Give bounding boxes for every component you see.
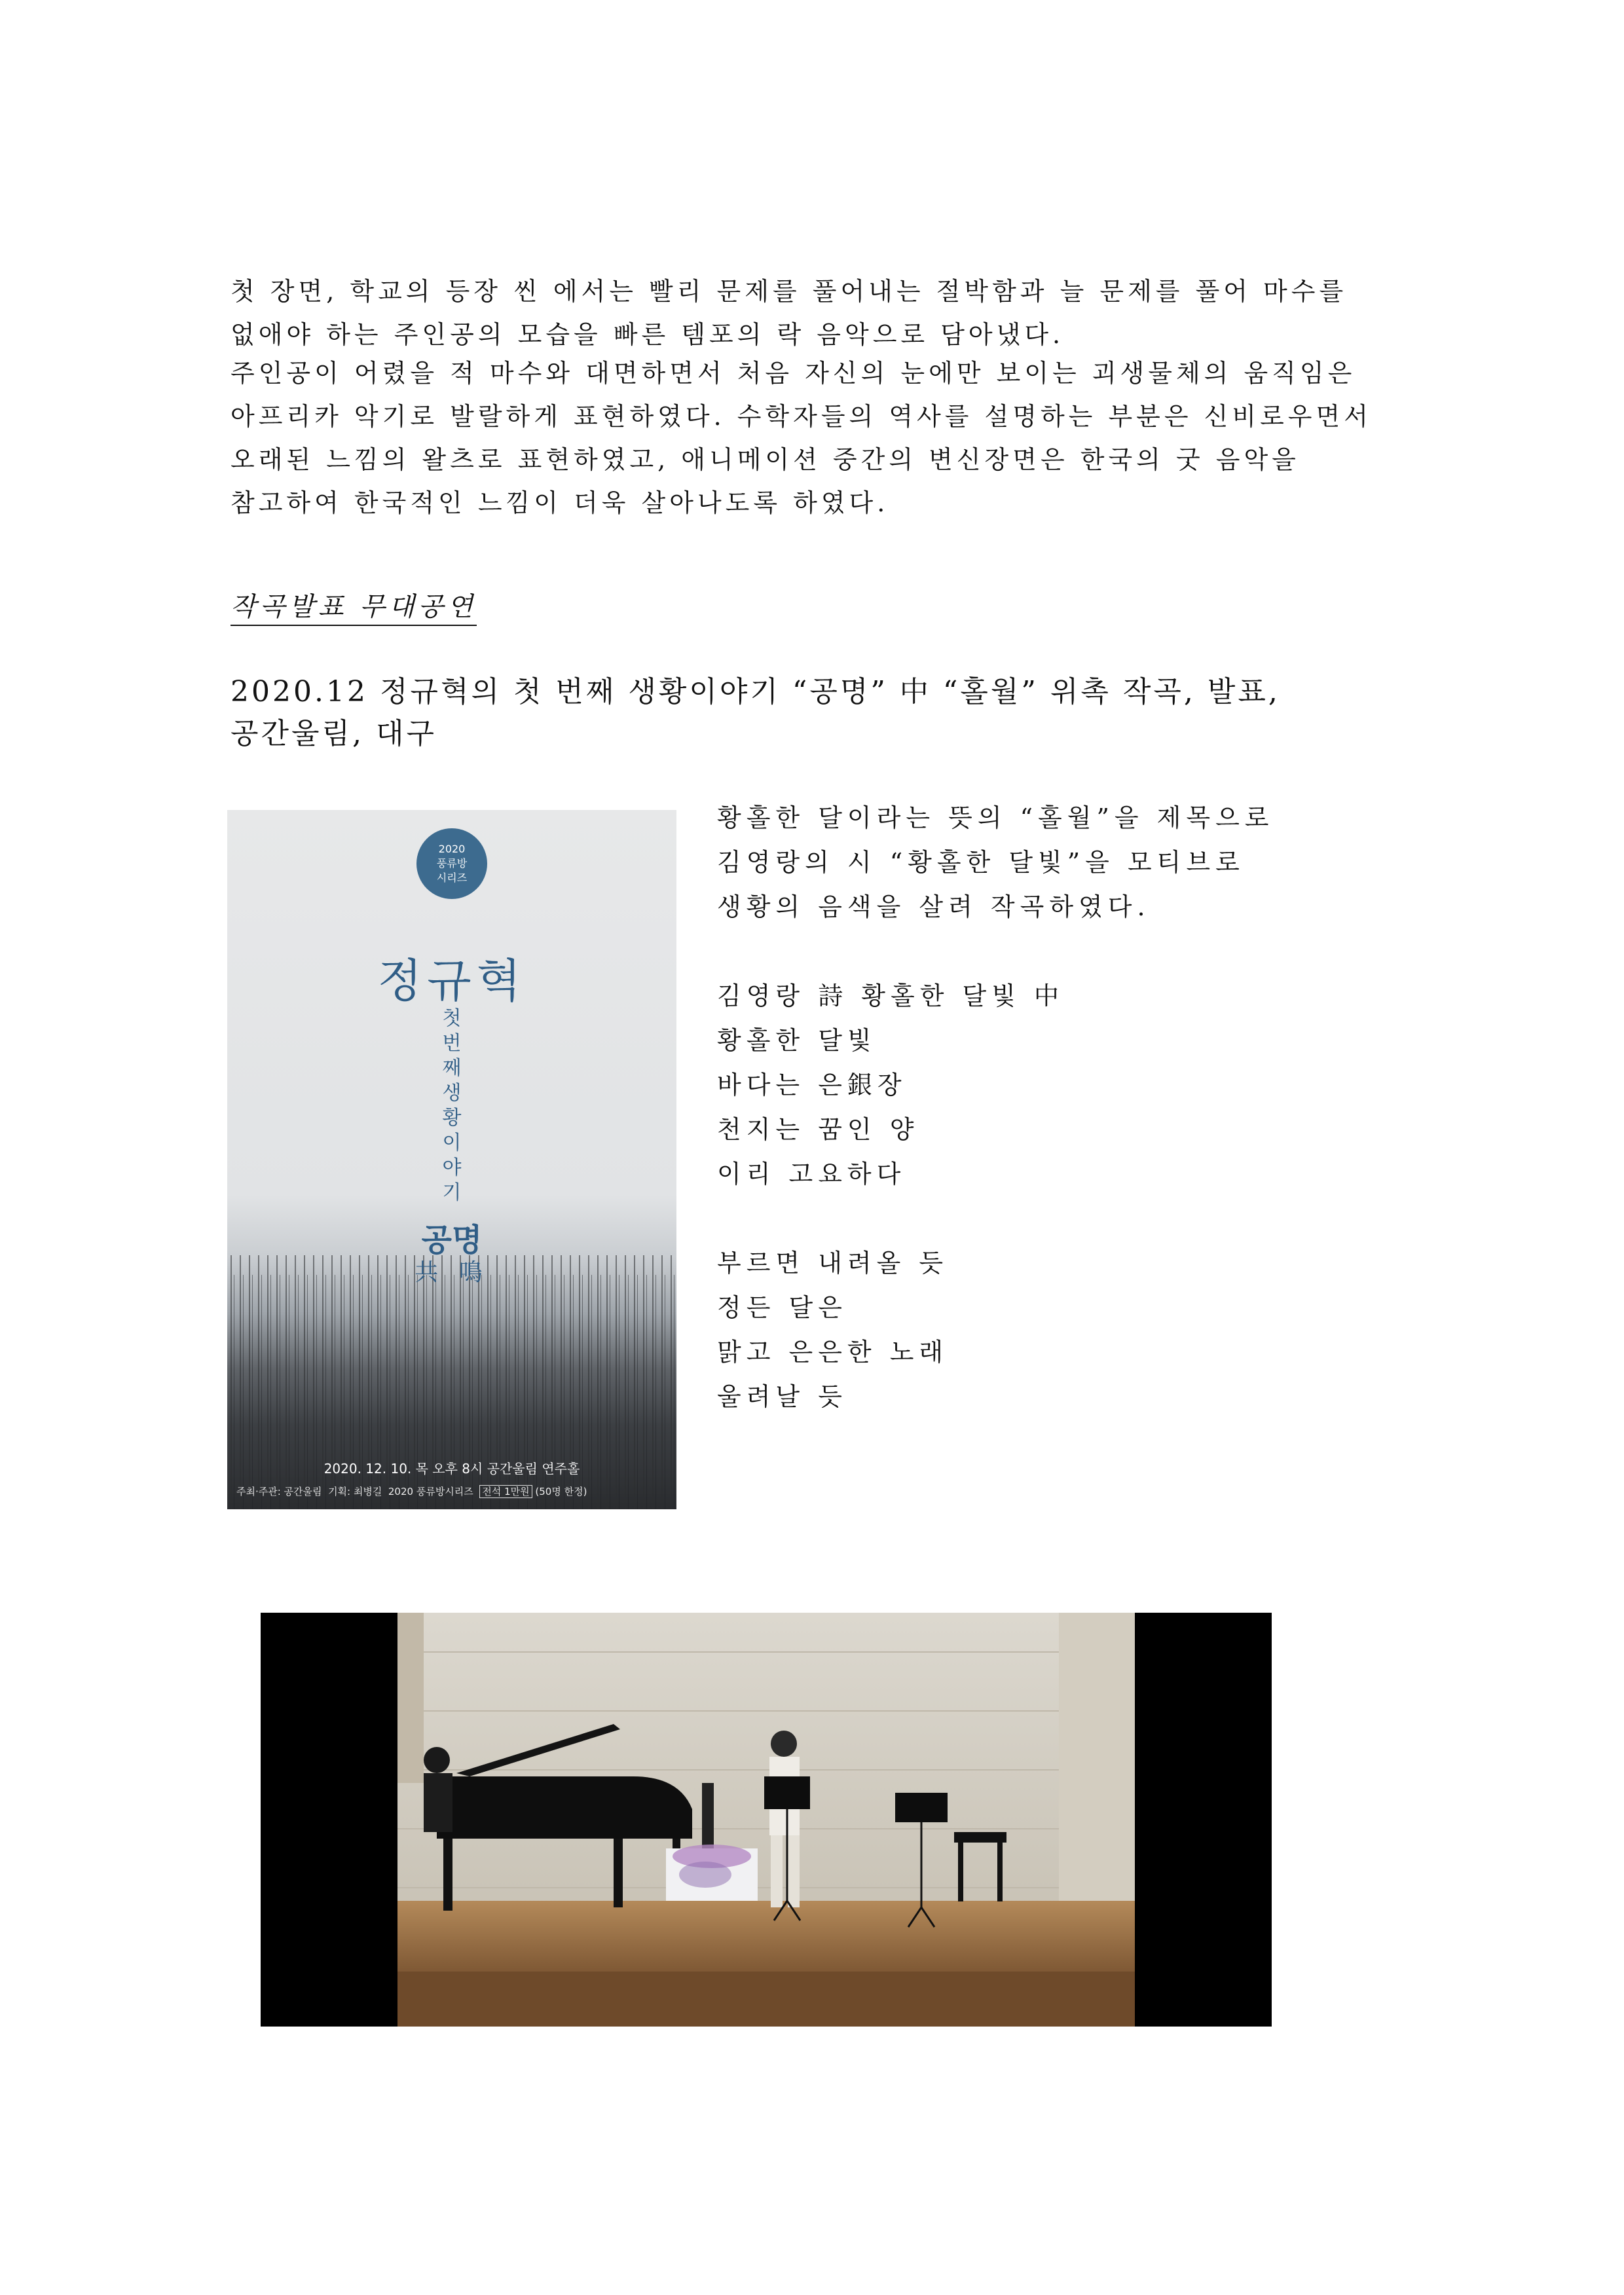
poem-line: 바다는 은銀장 xyxy=(717,1071,907,1099)
credit-seat: 전석 1만원 xyxy=(479,1485,532,1498)
intro-paragraph-1 xyxy=(231,270,1396,356)
subtitle-char: 째 xyxy=(442,1057,462,1080)
badge-line-2: 시리즈 xyxy=(436,872,468,884)
poem-line: 천지는 꿈인 양 xyxy=(717,1115,919,1144)
intro-line: 오래된 느낌의 왈츠로 표현하였고, 애니메이션 중간의 변신장면은 한국의 굿 음악을 xyxy=(231,445,1300,474)
poster-date: 2020. 12. 10. 목 오후 8시 공간울림 연주홀 xyxy=(323,1461,580,1477)
subtitle-char: 야 xyxy=(442,1156,462,1179)
poem-line: 부르면 내려올 듯 xyxy=(717,1249,949,1277)
poem-line: 김영랑의 시 “황홀한 달빛”을 모티브로 xyxy=(717,848,1245,877)
event-line-1: 2020.12 정규혁의 첫 번째 생황이야기 “공명” 中 “홀월” 위촉 작곡, 발표, xyxy=(231,675,1280,708)
subtitle-char: 번 xyxy=(442,1032,462,1055)
poem-block xyxy=(717,796,1274,1419)
subtitle-char: 기 xyxy=(442,1181,462,1204)
intro-line: 주인공이 어렸을 적 마수와 대면하면서 처음 자신의 눈에만 보이는 괴생물체의 움직임은 xyxy=(231,359,1356,388)
poem-line xyxy=(717,929,1274,974)
badge-line-1: 풍류방 xyxy=(436,857,468,870)
stage-scene xyxy=(397,1613,1135,2027)
event-line-2: 공간울림, 대구 xyxy=(231,717,437,750)
stage-performance-photo xyxy=(261,1613,1272,2027)
poster-title-hanja: 共 鳴 xyxy=(415,1259,489,1286)
subtitle-char: 생 xyxy=(442,1082,462,1105)
intro-paragraph-2 xyxy=(231,352,1396,524)
poster-vertical-subtitle xyxy=(439,1006,465,1205)
poem-line: 이리 고요하다 xyxy=(717,1160,906,1188)
credit-plan: 기획: 최병길 xyxy=(328,1486,382,1497)
event-title xyxy=(231,671,1280,755)
concert-poster xyxy=(227,810,676,1509)
intro-line: 참고하여 한국적인 느낌이 더욱 살아나도록 하였다. xyxy=(231,488,889,517)
subtitle-char: 이 xyxy=(442,1131,462,1154)
intro-line: 아프리카 악기로 발랄하게 표현하였다. 수학자들의 역사를 설명하는 부분은 신비로우면서 xyxy=(231,402,1372,431)
credit-limit: (50명 한정) xyxy=(535,1486,587,1497)
poster-credits xyxy=(236,1484,587,1498)
poem-line: 울려날 듯 xyxy=(717,1382,847,1411)
intro-line: 첫 장면, 학교의 등장 씬 에서는 빨리 문제를 풀어내는 절박함과 늘 문제를 풀어 마수를 xyxy=(231,277,1348,306)
poster-title: 공명 xyxy=(421,1222,483,1258)
section-heading: 작곡발표 무대공연 xyxy=(231,586,477,626)
poster-performer-name: 정규혁 xyxy=(377,954,526,1008)
series-badge xyxy=(416,828,487,899)
credit-host: 주최·주관: 공간울림 xyxy=(236,1486,322,1497)
subtitle-char: 황 xyxy=(442,1107,462,1129)
badge-year: 2020 xyxy=(438,843,466,855)
poem-line xyxy=(717,1196,1274,1241)
poem-line: 정든 달은 xyxy=(717,1293,847,1322)
subtitle-char: 첫 xyxy=(442,1007,462,1030)
poem-line: 맑고 은은한 노래 xyxy=(717,1338,949,1367)
credit-series: 2020 풍류방시리즈 xyxy=(388,1486,473,1497)
poem-line: 황홀한 달빛 xyxy=(717,1026,877,1055)
intro-line: 없애야 하는 주인공의 모습을 빠른 템포의 락 음악으로 담아냈다. xyxy=(231,320,1065,349)
poem-line: 생황의 음색을 살려 작곡하였다. xyxy=(717,892,1151,921)
poem-line: 황홀한 달이라는 뜻의 “홀월”을 제목으로 xyxy=(717,803,1274,832)
poem-line: 김영랑 詩 황홀한 달빛 中 xyxy=(717,982,1064,1010)
